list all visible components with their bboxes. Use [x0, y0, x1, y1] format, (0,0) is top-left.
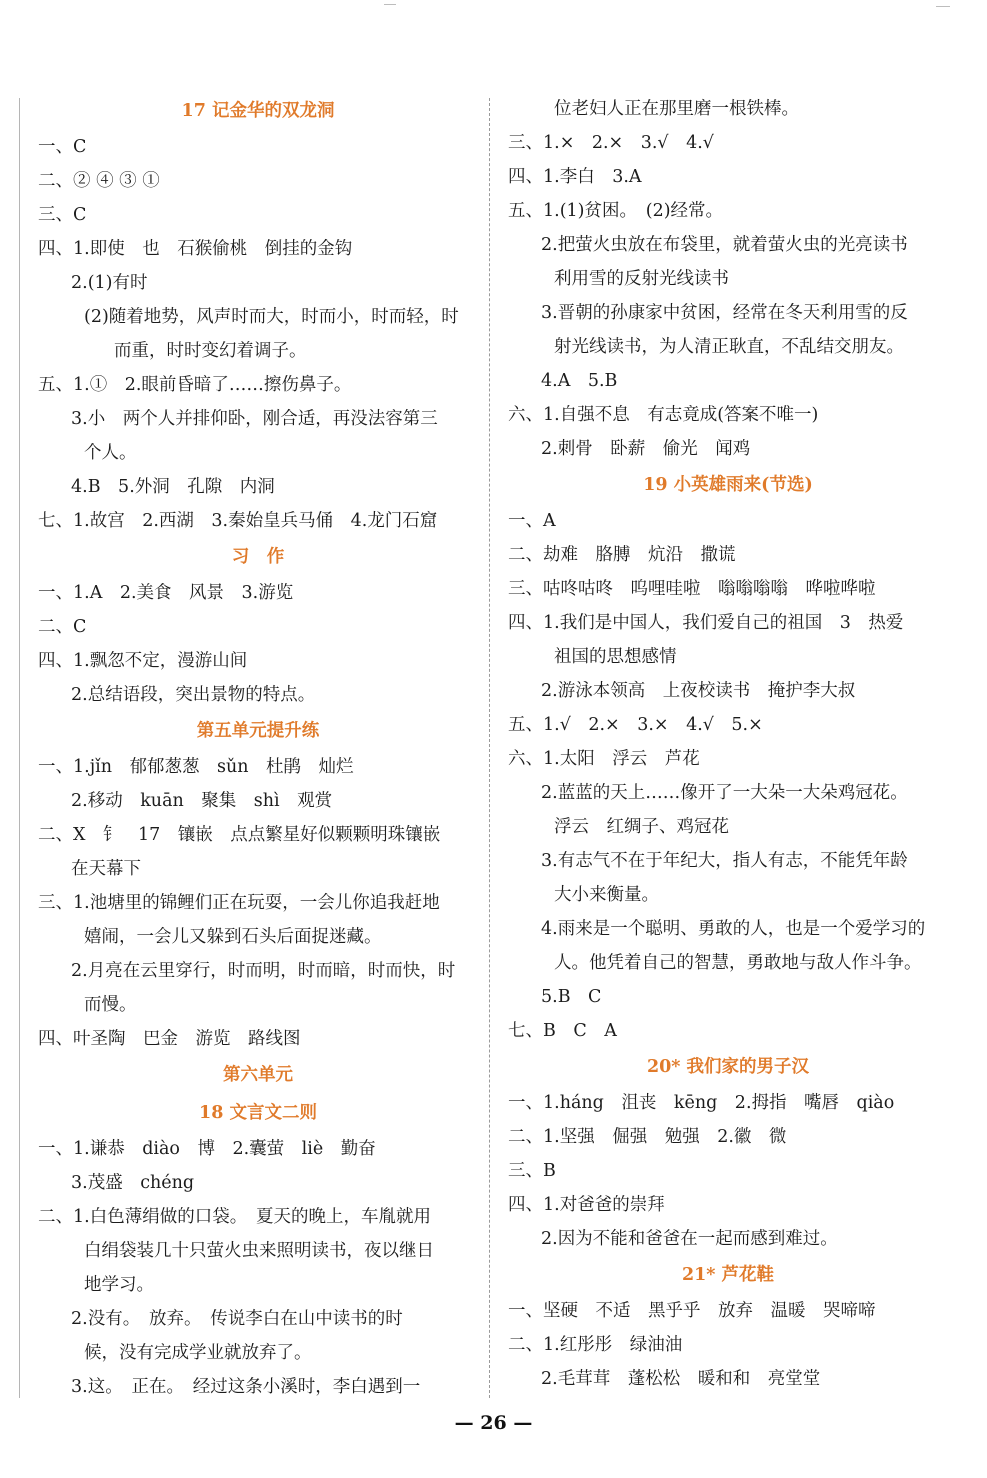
answer-line: 2.把萤火虫放在布袋里，就着萤火虫的光亮读书: [541, 235, 908, 255]
left-column: [38, 92, 478, 1404]
section-heading: 18 文言文二则: [199, 1103, 317, 1123]
answer-line: 四、1.我们是中国人，我们爱自己的祖国 3 热爱: [508, 613, 904, 633]
section-heading: 习 作: [231, 547, 285, 567]
section-heading: 17 记金华的双龙洞: [181, 101, 335, 121]
answer-line: 2.游泳本领高 上夜校读书 掩护李大叔: [541, 681, 856, 701]
answer-line: 大小来衡量。: [554, 885, 659, 905]
answer-line: 祖国的思想感情: [554, 647, 677, 667]
answer-line: (2)随着地势，风声时而大，时而小，时而轻，时: [84, 307, 459, 327]
answer-line: 人。他凭着自己的智慧，勇敢地与敌人作斗争。: [554, 953, 922, 973]
answer-line: 2.刺骨 卧薪 偷光 闻鸡: [541, 439, 751, 459]
answer-line: 利用雪的反射光线读书: [554, 269, 729, 289]
answer-line: 3.茂盛 chéng: [71, 1173, 195, 1193]
answer-line: 2.没有。 放弃。 传说李白在山中读书的时: [71, 1309, 403, 1329]
answer-line: 4.B 5.外洞 孔隙 内洞: [71, 477, 275, 497]
top-right-mark: [936, 6, 950, 7]
answer-line: 五、1.√ 2.× 3.× 4.√ 5.×: [508, 715, 763, 735]
answer-line: 3.小 两个人并排仰卧，刚合适，再没法容第三: [71, 409, 438, 429]
answer-line: 二、X 钅 17 镶嵌 点点繁星好似颗颗明珠镶嵌: [38, 825, 441, 845]
answer-line: 六、1.自强不息 有志竟成(答案不唯一): [508, 405, 819, 425]
answer-line: 五、1.① 2.眼前昏暗了……擦伤鼻子。: [38, 375, 352, 395]
answer-line: 四、1.对爸爸的崇拜: [508, 1195, 665, 1215]
top-mark: [384, 4, 396, 5]
left-edge-rule: [19, 98, 20, 1398]
answer-line: 3.这。 正在。 经过这条小溪时，李白遇到一: [71, 1377, 421, 1397]
answer-line: 四、1.飘忽不定，漫游山间: [38, 651, 248, 671]
answer-line: 白绢袋装几十只萤火虫来照明读书，夜以继日: [84, 1241, 434, 1261]
answer-line: 候，没有完成学业就放弃了。: [84, 1343, 312, 1363]
answer-line: 一、1.谦恭 diào 博 2.囊萤 liè 勤奋: [38, 1139, 376, 1159]
answer-line: 一、1.háng 沮丧 kēng 2.拇指 嘴唇 qiào: [508, 1093, 895, 1113]
page-number: — 26 —: [454, 1412, 533, 1434]
answer-line: 七、1.故宫 2.西湖 3.秦始皇兵马俑 4.龙门石窟: [38, 511, 438, 531]
answer-line: 三、C: [38, 205, 87, 225]
answer-line: 4.A 5.B: [541, 371, 618, 391]
answer-line: 射光线读书，为人清正耿直，不乱结交朋友。: [554, 337, 904, 357]
answer-line: 位老妇人正在那里磨一根铁棒。: [554, 99, 799, 119]
answer-line: 三、咕咚咕咚 呜哩哇啦 嗡嗡嗡嗡 哗啦哗啦: [508, 579, 876, 599]
answer-line: 2.月亮在云里穿行，时而明，时而暗，时而快，时: [71, 961, 456, 981]
answer-line: 3.晋朝的孙康家中贫困，经常在冬天利用雪的反: [541, 303, 908, 323]
answer-line: 2.因为不能和爸爸在一起而感到难过。: [541, 1229, 838, 1249]
section-heading: 第六单元: [223, 1065, 293, 1085]
answer-line: 个人。: [84, 443, 137, 463]
answer-line: 四、叶圣陶 巴金 游览 路线图: [38, 1029, 301, 1049]
answer-line: 浮云 红绸子、鸡冠花: [554, 817, 729, 837]
answer-line: 七、B C A: [508, 1021, 617, 1041]
answer-line: 三、B: [508, 1161, 556, 1181]
answer-line: 一、1.A 2.美食 风景 3.游览: [38, 583, 294, 603]
answer-line: 而重，时时变幻着调子。: [114, 341, 307, 361]
section-heading: 21* 芦花鞋: [681, 1265, 775, 1285]
answer-line: 地学习。: [84, 1275, 154, 1295]
answer-line: 四、1.李白 3.A: [508, 167, 642, 187]
right-column: [508, 92, 948, 1396]
answer-line: 一、1.jǐn 郁郁葱葱 sǔn 杜鹃 灿烂: [38, 757, 354, 777]
answer-line: 而慢。: [84, 995, 137, 1015]
answer-line: 2.(1)有时: [71, 273, 148, 293]
column-divider: [489, 98, 490, 1398]
answer-line: 二、C: [38, 617, 87, 637]
answer-line: 三、1.池塘里的锦鲤们正在玩耍，一会儿你追我赶地: [38, 893, 440, 913]
answer-line: 2.毛茸茸 蓬松松 暖和和 亮堂堂: [541, 1369, 821, 1389]
answer-line: 三、1.× 2.× 3.√ 4.√: [508, 133, 714, 153]
answer-line: 五、1.(1)贫困。 (2)经常。: [508, 201, 724, 221]
answer-line: 3.有志气不在于年纪大，指人有志，不能凭年龄: [541, 851, 908, 871]
answer-line: 二、1.坚强 倔强 勉强 2.徽 微: [508, 1127, 787, 1147]
answer-line: 2.移动 kuān 聚集 shì 观赏: [71, 791, 333, 811]
answer-line: 在天幕下: [71, 859, 141, 879]
answer-line: 二、1.红彤彤 绿油油: [508, 1335, 683, 1355]
section-heading: 19 小英雄雨来(节选): [643, 475, 813, 495]
answer-line: 一、A: [508, 511, 556, 531]
answer-line: 四、1.即使 也 石猴偷桃 倒挂的金钩: [38, 239, 353, 259]
answer-line: 二、1.白色薄绢做的口袋。 夏天的晚上，车胤就用: [38, 1207, 431, 1227]
answer-line: 嬉闹，一会儿又躲到石头后面捉迷藏。: [84, 927, 382, 947]
answer-line: 一、C: [38, 137, 87, 157]
answer-line: 二、② ④ ③ ①: [38, 171, 160, 191]
section-heading: 20* 我们家的男子汉: [646, 1057, 810, 1077]
section-heading: 第五单元提升练: [196, 721, 320, 741]
answer-line: 4.雨来是一个聪明、勇敢的人，也是一个爱学习的: [541, 919, 926, 939]
answer-line: 二、劫难 胳膊 炕沿 撒谎: [508, 545, 736, 565]
answer-line: 5.B C: [541, 987, 602, 1007]
answer-line: 2.总结语段，突出景物的特点。: [71, 685, 316, 705]
answer-line: 一、坚硬 不适 黑乎乎 放弃 温暖 哭啼啼: [508, 1301, 876, 1321]
answer-line: 2.蓝蓝的天上……像开了一大朵一大朵鸡冠花。: [541, 783, 908, 803]
answer-line: 六、1.太阳 浮云 芦花: [508, 749, 700, 769]
